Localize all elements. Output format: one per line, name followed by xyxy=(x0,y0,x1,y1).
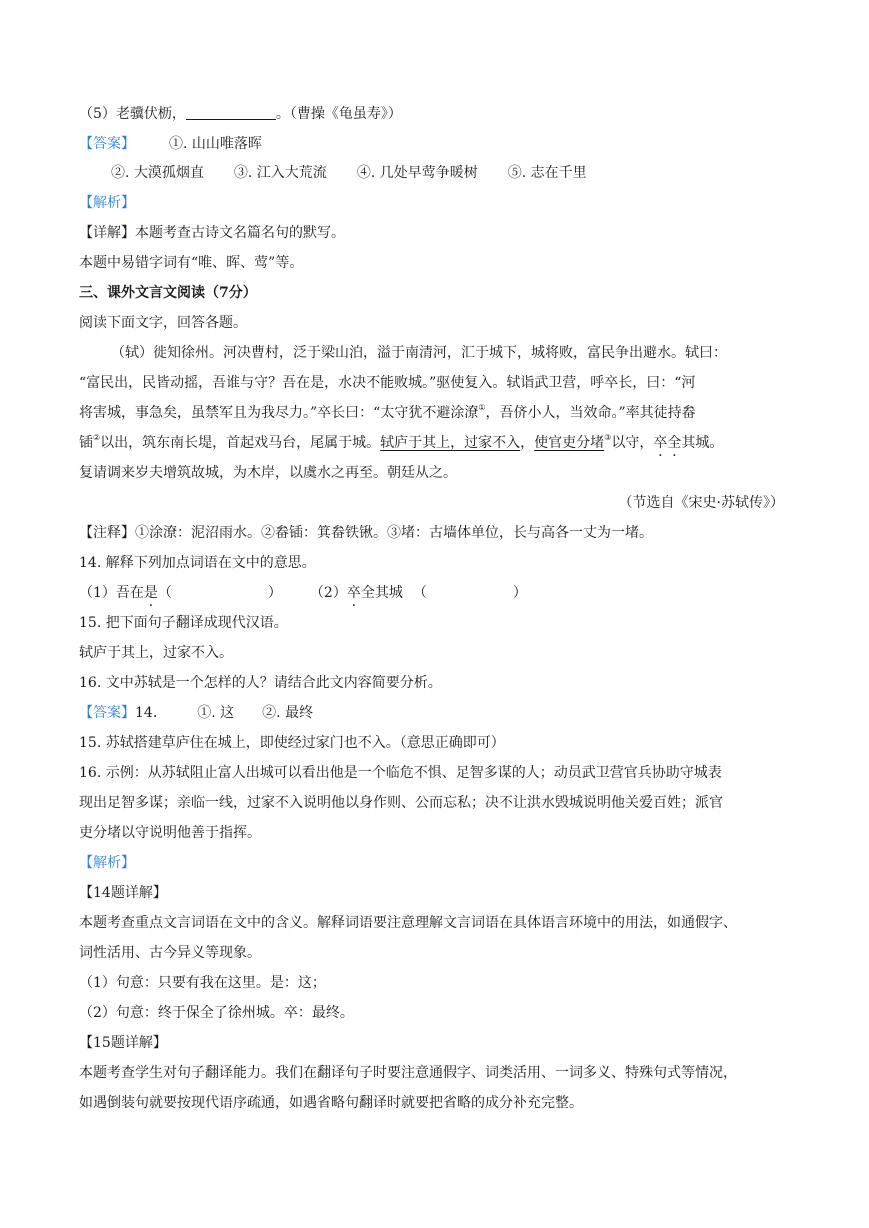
question-14: 14. 解释下列加点词语在文中的意思。 xyxy=(79,555,316,571)
dotted-word-zu: 卒 xyxy=(653,435,668,451)
answer-16-line-2: 现出足智多谋；亲临一线，过家不入说明他以身作则、公而忘私；决不让洪水毁城说明他关爱百姓；派官 xyxy=(79,795,723,811)
question-15-sentence: 轼庐于其上，过家不入。 xyxy=(79,645,233,661)
answer-2-row xyxy=(79,703,313,723)
q5-blank xyxy=(186,105,276,120)
answer-16-line-3: 吏分堵以守说明他善于指挥。 xyxy=(79,825,261,841)
section-title: 三、课外文言文阅读（7分） xyxy=(79,285,257,301)
analysis-15-heading: 【15题详解】 xyxy=(79,1035,167,1051)
passage-text: 以出，筑东南长堤，首起戏马台，尾属于城。 xyxy=(100,435,381,451)
paren-open: （ xyxy=(412,585,427,601)
answer-item-1: ①. 山山唯落晖 xyxy=(169,136,262,152)
question-5 xyxy=(79,104,402,124)
analysis-15-line-1: 本题考查学生对句子翻译能力。我们在翻译句子时要注意通假字、词类活用、一词多义、特殊句式等情况， xyxy=(79,1065,737,1081)
analysis-tag-2: 【解析】 xyxy=(79,855,135,871)
dotted-word-zu-q: 卒 xyxy=(346,585,361,601)
footnote-mark-3: ③ xyxy=(604,433,612,442)
analysis-tag-1: 【解析】 xyxy=(79,195,135,211)
answer-item-4: ④. 几处早莺争暖树 xyxy=(356,165,478,181)
answer-1-row-a xyxy=(79,134,262,154)
passage-line-5: 复请调来岁夫增筑故城，为木岸，以虞水之再至。朝廷从之。 xyxy=(79,465,457,481)
q14-item-2-label: （2） xyxy=(309,585,347,601)
passage-line-1: （轼）徙知徐州。河决曹村，泛于梁山泊，溢于南清河，汇于城下，城将败，富民争出避水。轼曰： xyxy=(111,345,727,361)
analysis-14-line-1: 本题考查重点文言词语在文中的含义。解释词语要注意理解文言词语在具体语言环境中的用法，如通假字、 xyxy=(79,915,737,931)
answer-item-3: ③. 江入大荒流 xyxy=(233,165,327,181)
answer-16-line-1: 16. 示例：从苏轼阻止富人出城可以看出他是一个临危不惧、足智多谋的人；动员武卫营官兵协助守城表 xyxy=(79,765,722,781)
analysis-14-item-1: （1）句意：只要有我在这里。是：这； xyxy=(79,975,326,991)
section-instruction: 阅读下面文字，回答各题。 xyxy=(79,315,247,331)
answer-14-2: ②. 最终 xyxy=(262,705,314,721)
analysis-14-heading: 【14题详解】 xyxy=(79,885,167,901)
answer-14-label: 14. xyxy=(135,705,158,721)
passage-text: 锸 xyxy=(79,435,93,451)
passage-source: （节选自《宋史·苏轼传》） xyxy=(618,495,784,511)
answer-1-row-b xyxy=(111,163,587,183)
paren-close: ） xyxy=(267,585,282,601)
q5-text: （5）老骥伏枥， xyxy=(79,106,186,122)
paren-open: （ xyxy=(157,585,172,601)
passage-text: 以守， xyxy=(611,435,654,451)
analysis-note-1: 本题中易错字词有“唯、晖、莺”等。 xyxy=(79,255,304,271)
answer-14-1: ①. 这 xyxy=(197,705,235,721)
analysis-14-line-2: 词性活用、古今异义等现象。 xyxy=(79,945,261,961)
underlined-sentence-1: 轼庐于其上，过家不入 xyxy=(380,435,521,451)
analysis-15-line-2: 如遇倒装句就要按现代语序疏通，如遇省略句翻译时就要把省略的成分补充完整。 xyxy=(79,1095,583,1111)
q5-tail: 。（曹操《龟虽寿》） xyxy=(275,106,402,122)
question-16: 16. 文中苏轼是一个怎样的人？请结合此文内容简要分析。 xyxy=(79,675,442,691)
answer-tag: 【答案】 xyxy=(79,705,135,721)
dotted-word-quan: 全 xyxy=(667,435,682,451)
passage-line-3 xyxy=(79,403,696,423)
answer-tag: 【答案】 xyxy=(79,136,135,152)
question-15: 15. 把下面句子翻译成现代汉语。 xyxy=(79,615,288,631)
q14-item-2-text: 全其城 xyxy=(360,585,403,601)
passage-text: ， xyxy=(520,435,535,451)
passage-text: 将害城，事急矣，虽禁军且为我尽力。”卒长曰：“太守犹不避涂潦 xyxy=(79,405,479,421)
dotted-word-shi: 是 xyxy=(143,585,158,601)
passage-text: 其城。 xyxy=(681,435,724,451)
underlined-sentence-2: 使官吏分堵 xyxy=(534,435,605,451)
paren-close: ） xyxy=(512,585,527,601)
passage-text: ，吾侪小人，当效命。”率其徒持畚 xyxy=(485,405,696,421)
footnote-mark-1: ① xyxy=(478,403,486,412)
analysis-detail-1: 【详解】本题考查古诗文名篇名句的默写。 xyxy=(79,225,345,241)
answer-15: 15. 苏轼搭建草庐住在城上，即使经过家门也不入。（意思正确即可） xyxy=(79,735,505,751)
answer-item-2: ②. 大漠孤烟直 xyxy=(111,165,204,181)
passage-line-4 xyxy=(79,433,723,453)
q14-item-1-label: （1）吾在 xyxy=(79,585,144,601)
analysis-14-item-2: （2）句意：终于保全了徐州城。卒：最终。 xyxy=(79,1005,354,1021)
passage-line-2: “富民出，民皆动摇，吾谁与守？吾在是，水决不能败城。”驱使复入。轼诣武卫营，呼卒长，曰：“河 xyxy=(79,375,696,391)
answer-item-5: ⑤. 志在千里 xyxy=(507,165,587,181)
notes: 【注释】①涂潦：泥沼雨水。②畚锸：箕畚铁锹。③堵：古墙体单位，长与高各一丈为一堵。 xyxy=(79,525,653,541)
question-14-items xyxy=(79,583,527,603)
footnote-mark-2: ② xyxy=(93,433,101,442)
